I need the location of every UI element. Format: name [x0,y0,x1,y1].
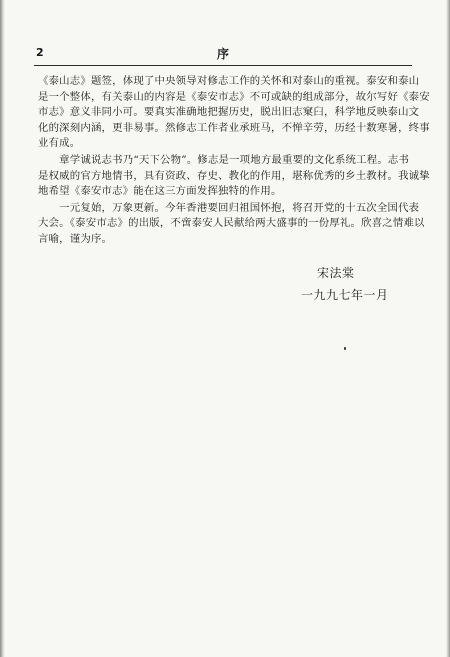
signature-block [0,264,450,324]
header-rule [34,65,412,66]
text-line: 市志》意义非同小可。要真实准确地把握历史，脱出旧志窠臼，科学地反映泰山文 [38,106,420,119]
text-line: 大会。《泰安市志》的出版，不啻泰安人民献给两大盛事的一份厚礼。欣喜之情难以 [38,217,425,230]
text-line: 业有成。 [38,137,81,150]
page-number: 2 [36,46,44,59]
scan-speck [344,347,346,350]
text-line: 地希望《泰安市志》能在这三方面发挥独特的作用。 [38,185,282,198]
text-line: 一元复始，万象更新。今年香港要回归祖国怀抱，将召开党的十五次全国代表 [38,201,420,214]
page-edge-shadow-left [0,0,5,657]
text-line: 《泰山志》题签，体现了中央领导对修志工作的关怀和对泰山的重视。泰安和泰山 [38,75,420,87]
paragraph [38,201,425,248]
text-line: 化的深刻内涵，更非易事。然修志工作者业承班马，不惮辛劳，历经十数寒暑，终事 [38,121,430,134]
signature-date: 一九九七年一月 [301,288,389,302]
paragraph [38,74,430,152]
text-line: 是一个整体，有关泰山的内容是《泰安市志》不可或缺的组成部分，故尔写好《泰安 [38,90,430,103]
running-title: 序 [216,47,230,61]
text-line: 章学诚说志书乃“天下公物”。修志是一项地方最重要的文化系统工程。志书 [38,153,410,166]
text-line: 言喻，谨为序。 [38,232,113,245]
page-edge-shadow-right [446,0,450,657]
page-header [36,44,410,64]
author-name: 宋法棠 [317,266,355,280]
preface-body [38,74,430,249]
text-line: 是权威的官方地情书，具有资政、存史、教化的作用，堪称优秀的乡土教材。我诚挚 [38,169,430,182]
paragraph [38,153,430,200]
